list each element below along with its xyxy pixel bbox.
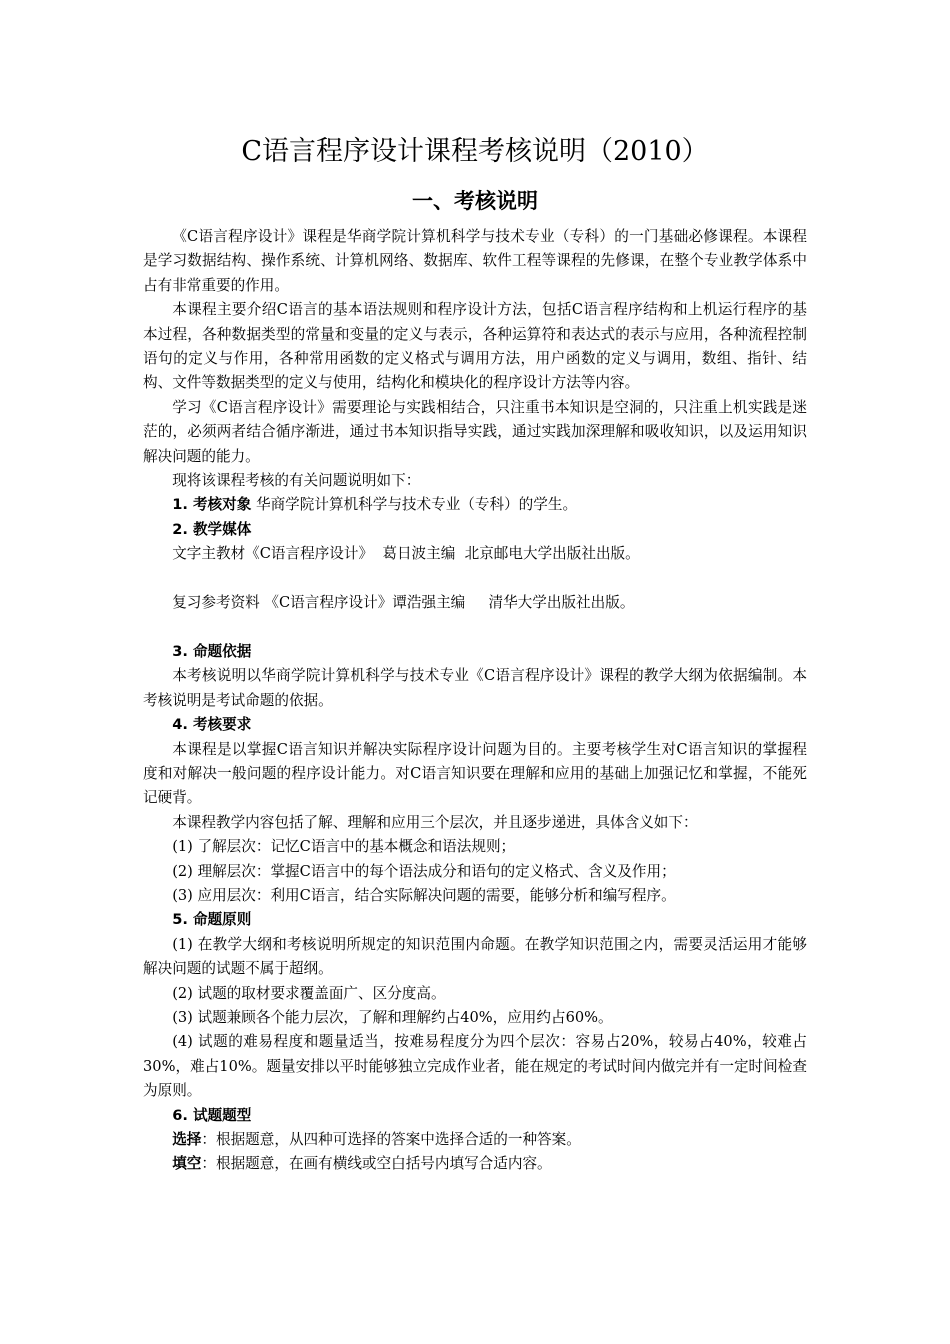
intro-paragraph-1: 《C语言程序设计》课程是华商学院计算机科学与技术专业（专科）的一门基础必修课程。本课程是学习数据结构、操作系统、计算机网络、数据库、软件工程等课程的先修课，在整个专业教学体系中占有非常重要的作用。 xyxy=(143,228,807,294)
question-type-label: 选择 xyxy=(172,1131,202,1148)
item-3-heading: 3. 命题依据 xyxy=(172,642,252,660)
level-item: (2) 理解层次：掌握C语言中的每个语法成分和语句的定义格式、含义及作用； xyxy=(172,862,676,880)
rule-item: (1) 在教学大纲和考核说明所规定的知识范围内命题。在教学知识范围之内，需要灵活运用才能够解决问题的试题不属于超纲。 xyxy=(143,935,807,978)
item-2-heading: 2. 教学媒体 xyxy=(172,520,252,538)
question-type-text: ：根据题意，在画有横线或空白括号内填写合适内容。 xyxy=(201,1155,552,1173)
item-1 xyxy=(143,493,807,517)
reference-line: 复习参考资料 《C语言程序设计》谭浩强主编 清华大学出版社出版。 xyxy=(172,594,635,612)
textbook-line: 文字主教材《C语言程序设计》 葛日波主编 北京邮电大学出版社出版。 xyxy=(172,545,640,563)
intro-paragraph-2: 本课程主要介绍C语言的基本语法规则和程序设计方法，包括C语言程序结构和上机运行程序的基本过程，各种数据类型的常量和变量的定义与表示，各种运算符和表达式的表示与应用，各种流程控制语句的定义与作用，各种常用函数的定义格式与调用方法，用户函数的定义与调用，数组、指针、结构、文件等数据类型的定义与使用，结构化和模块化的程序设计方法等内容。 xyxy=(143,301,807,392)
item-4-heading: 4. 考核要求 xyxy=(172,716,252,734)
document-title: C语言程序设计课程考核说明（2010） xyxy=(241,136,709,167)
item-4-paragraph-1: 本课程是以掌握C语言知识并解决实际程序设计问题为目的。主要考核学生对C语言知识的掌握程度和对解决一般问题的程序设计能力。对C语言知识要在理解和应用的基础上加强记忆和掌握，不能死记硬背。 xyxy=(143,740,807,807)
question-type-choice xyxy=(143,1128,807,1152)
question-type-text: ：根据题意，从四种可选择的答案中选择合适的一种答案。 xyxy=(201,1131,581,1148)
section-heading: 一、考核说明 xyxy=(412,189,538,213)
level-item: (1) 了解层次：记忆C语言中的基本概念和语法规则； xyxy=(172,838,516,856)
question-type-label: 填空 xyxy=(172,1155,202,1173)
item-6-heading: 6. 试题题型 xyxy=(172,1106,252,1124)
item-1-heading: 1. 考核对象 xyxy=(172,496,252,514)
intro-paragraph-4: 现将该课程考核的有关问题说明如下： xyxy=(172,472,421,490)
rule-item: (3) 试题兼顾各个能力层次，了解和理解约占40%，应用约占60%。 xyxy=(172,1008,613,1026)
item-1-text: 华商学院计算机科学与技术专业（专科）的学生。 xyxy=(255,496,578,514)
document-body xyxy=(143,225,807,1177)
question-type-fill xyxy=(143,1152,807,1176)
item-5-heading: 5. 命题原则 xyxy=(172,911,252,929)
item-3-text: 本考核说明以华商学院计算机科学与技术专业《C语言程序设计》课程的教学大纲为依据编制。本考核说明是考试命题的依据。 xyxy=(143,667,807,709)
rule-item: (2) 试题的取材要求覆盖面广、区分度高。 xyxy=(172,984,446,1002)
rule-item: (4) 试题的难易程度和题量适当，按难易程度分为四个层次：容易占20%，较易占40%，较难占30%，难占10%。题量安排以平时能够独立完成作业者，能在规定的考试时间内做完并有一定时间检查为原则。 xyxy=(143,1033,807,1100)
item-4-paragraph-2: 本课程教学内容包括了解、理解和应用三个层次，并且逐步递进，具体含义如下： xyxy=(172,813,698,831)
intro-paragraph-3: 学习《C语言程序设计》需要理论与实践相结合，只注重书本知识是空洞的，只注重上机实践是迷茫的，必须两者结合循序渐进，通过书本知识指导实践，通过实践加深理解和吸收知识，以及运用知识解决问题的能力。 xyxy=(143,398,807,465)
level-item: (3) 应用层次：利用C语言，结合实际解决问题的需要，能够分析和编写程序。 xyxy=(172,886,676,904)
